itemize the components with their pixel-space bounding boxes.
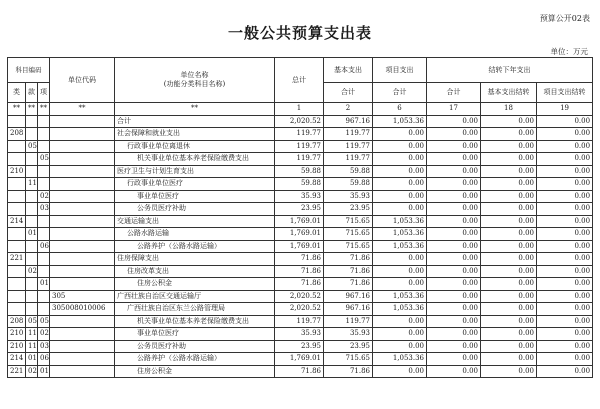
- project-cell: 0.00: [373, 315, 427, 328]
- total-cell: 35.93: [275, 190, 324, 203]
- basic-cell: 23.95: [324, 340, 373, 353]
- basic-cell: 71.86: [324, 265, 373, 278]
- table-row: [8, 203, 593, 216]
- carry-total-cell: 0.00: [427, 365, 481, 378]
- subject-lei-cell: [8, 265, 26, 278]
- unit-code-cell: [50, 153, 115, 166]
- header-row-3: [8, 103, 593, 116]
- form-code: 预算公开02表: [539, 14, 590, 23]
- total-cell: 1,769.01: [275, 240, 324, 253]
- subject-kuan-cell: [26, 303, 38, 316]
- basic-cell: 967.16: [324, 303, 373, 316]
- basic-cell: 119.77: [324, 140, 373, 153]
- subject-kuan-cell: 02: [26, 265, 38, 278]
- subject-lei-cell: 210: [8, 328, 26, 341]
- total-header: 总计: [275, 58, 324, 103]
- carry-project-cell: 0.00: [537, 115, 593, 128]
- carry-basic-cell: 0.00: [481, 140, 537, 153]
- project-cell: 1,053.36: [373, 215, 427, 228]
- total-cell: 1,769.01: [275, 215, 324, 228]
- basic-cell: 71.86: [324, 253, 373, 266]
- carry-total-cell: 0.00: [427, 265, 481, 278]
- subject-lei-cell: 210: [8, 165, 26, 178]
- subject-lei-cell: [8, 278, 26, 291]
- unit-code-cell: 305: [50, 290, 115, 303]
- project-cell: 0.00: [373, 278, 427, 291]
- subject-xiang-cell: [38, 215, 50, 228]
- project-cell: 0.00: [373, 190, 427, 203]
- carry-total-cell: 0.00: [427, 140, 481, 153]
- subject-lei-cell: [8, 303, 26, 316]
- basic-cell: 59.88: [324, 178, 373, 191]
- subject-xiang-cell: [38, 128, 50, 141]
- carry-project-cell: 0.00: [537, 365, 593, 378]
- stars-kuan: **: [26, 103, 38, 116]
- carry-project-cell: 0.00: [537, 328, 593, 341]
- subject-lei-cell: [8, 203, 26, 216]
- page-title: 一般公共预算支出表: [227, 24, 372, 42]
- unit-name-cell: 机关事业单位基本养老保险缴费支出: [115, 315, 275, 328]
- basic-cell: 35.93: [324, 190, 373, 203]
- subject-xiang-cell: 01: [38, 278, 50, 291]
- basic-cell: 715.65: [324, 215, 373, 228]
- subject-xiang-cell: 02: [38, 190, 50, 203]
- carry-header: 结转下年支出: [427, 58, 593, 83]
- subject-xiang-cell: [38, 178, 50, 191]
- carry-total-cell: 0.00: [427, 165, 481, 178]
- subject-xiang-cell: 03: [38, 340, 50, 353]
- carry-project-cell: 0.00: [537, 353, 593, 366]
- unit-name-cell: 住房保障支出: [115, 253, 275, 266]
- project-cell: 0.00: [373, 178, 427, 191]
- table-row: [8, 278, 593, 291]
- unit-code-header: 单位代码: [50, 58, 115, 103]
- carry-total-cell: 0.00: [427, 290, 481, 303]
- table-row: [8, 178, 593, 191]
- table-row: [8, 165, 593, 178]
- project-carry-header: 项目支出结转: [537, 83, 593, 103]
- subject-lei-cell: [8, 240, 26, 253]
- unit-name-cell: 住房公积金: [115, 365, 275, 378]
- carry-total-cell: 0.00: [427, 315, 481, 328]
- unit-name-cell: 公路养护（公路水路运输）: [115, 353, 275, 366]
- col-num-carry: 17: [427, 103, 481, 116]
- subject-xiang-cell: [38, 140, 50, 153]
- subject-kuan-cell: [26, 203, 38, 216]
- total-cell: 23.95: [275, 340, 324, 353]
- table-row: [8, 353, 593, 366]
- carry-basic-cell: 0.00: [481, 303, 537, 316]
- unit-name-cell: 住房改革支出: [115, 265, 275, 278]
- carry-total-cell: 0.00: [427, 278, 481, 291]
- subject-lei-cell: 208: [8, 315, 26, 328]
- stars-lei: **: [8, 103, 26, 116]
- xiang-header: 项: [38, 83, 50, 103]
- unit-name-cell: 广西壮族自治区交通运输厅: [115, 290, 275, 303]
- total-cell: 2,020.52: [275, 115, 324, 128]
- project-cell: 0.00: [373, 140, 427, 153]
- subject-lei-cell: [8, 115, 26, 128]
- budget-table: [7, 57, 593, 378]
- subject-lei-cell: 221: [8, 253, 26, 266]
- unit-name-cell: 医疗卫生与计划生育支出: [115, 165, 275, 178]
- table-row: [8, 253, 593, 266]
- subject-xiang-cell: [38, 253, 50, 266]
- total-cell: 35.93: [275, 328, 324, 341]
- subject-lei-cell: [8, 153, 26, 166]
- unit-code-cell: [50, 315, 115, 328]
- subject-kuan-cell: [26, 115, 38, 128]
- project-cell: 0.00: [373, 203, 427, 216]
- unit-code-cell: [50, 240, 115, 253]
- total-cell: 71.86: [275, 365, 324, 378]
- carry-project-cell: 0.00: [537, 165, 593, 178]
- carry-total-cell: 0.00: [427, 240, 481, 253]
- unit-code-cell: 305008010006: [50, 303, 115, 316]
- subject-kuan-cell: 11: [26, 340, 38, 353]
- carry-basic-cell: 0.00: [481, 228, 537, 241]
- carry-project-cell: 0.00: [537, 228, 593, 241]
- unit-name-cell: 机关事业单位基本养老保险缴费支出: [115, 153, 275, 166]
- unit-name-header: [115, 58, 275, 103]
- subject-kuan-cell: [26, 240, 38, 253]
- carry-project-cell: 0.00: [537, 290, 593, 303]
- carry-basic-cell: 0.00: [481, 128, 537, 141]
- subject-lei-cell: 221: [8, 365, 26, 378]
- carry-total-cell: 0.00: [427, 328, 481, 341]
- carry-project-cell: 0.00: [537, 178, 593, 191]
- carry-project-cell: 0.00: [537, 240, 593, 253]
- unit-name-cell: 广西壮族自治区东兰公路管理局: [115, 303, 275, 316]
- carry-total-cell: 0.00: [427, 303, 481, 316]
- subject-xiang-cell: 05: [38, 315, 50, 328]
- carry-project-cell: 0.00: [537, 153, 593, 166]
- table-row: [8, 240, 593, 253]
- carry-basic-cell: 0.00: [481, 353, 537, 366]
- carry-total-cell: 0.00: [427, 153, 481, 166]
- table-row: [8, 215, 593, 228]
- subject-lei-cell: [8, 290, 26, 303]
- table-row: [8, 228, 593, 241]
- basic-cell: 715.65: [324, 240, 373, 253]
- project-cell: 1,053.36: [373, 353, 427, 366]
- subject-kuan-cell: 01: [26, 228, 38, 241]
- unit-code-cell: [50, 340, 115, 353]
- stars-unit-code: **: [50, 103, 115, 116]
- subject-lei-cell: 208: [8, 128, 26, 141]
- project-cell: 1,053.36: [373, 303, 427, 316]
- carry-project-cell: 0.00: [537, 278, 593, 291]
- carry-basic-cell: 0.00: [481, 153, 537, 166]
- subject-xiang-cell: 01: [38, 365, 50, 378]
- subject-kuan-cell: 11: [26, 178, 38, 191]
- subject-lei-cell: [8, 178, 26, 191]
- unit-name-cell: 社会保障和就业支出: [115, 128, 275, 141]
- basic-header: 基本支出: [324, 58, 373, 83]
- carry-basic-cell: 0.00: [481, 203, 537, 216]
- table-row: [8, 153, 593, 166]
- total-cell: 119.77: [275, 153, 324, 166]
- unit-code-cell: [50, 215, 115, 228]
- carry-project-cell: 0.00: [537, 128, 593, 141]
- total-cell: 23.95: [275, 203, 324, 216]
- subject-xiang-cell: [38, 290, 50, 303]
- unit-name-cell: 事业单位医疗: [115, 328, 275, 341]
- table-row: [8, 115, 593, 128]
- table-row: [8, 140, 593, 153]
- unit-name-cell: 住房公积金: [115, 278, 275, 291]
- basic-cell: 119.77: [324, 315, 373, 328]
- basic-cell: 59.88: [324, 165, 373, 178]
- subject-xiang-cell: [38, 228, 50, 241]
- carry-basic-cell: 0.00: [481, 178, 537, 191]
- carry-project-cell: 0.00: [537, 190, 593, 203]
- table-row: [8, 128, 593, 141]
- basic-cell: 715.65: [324, 353, 373, 366]
- carry-total-cell: 0.00: [427, 340, 481, 353]
- carry-basic-cell: 0.00: [481, 365, 537, 378]
- unit-code-cell: [50, 365, 115, 378]
- project-cell: 1,053.36: [373, 115, 427, 128]
- unit-code-cell: [50, 253, 115, 266]
- basic-cell: 23.95: [324, 203, 373, 216]
- subject-xiang-cell: 06: [38, 353, 50, 366]
- unit-code-cell: [50, 353, 115, 366]
- unit-name-cell: 事业单位医疗: [115, 190, 275, 203]
- unit-label: 单位：万元: [550, 47, 588, 56]
- carry-basic-cell: 0.00: [481, 278, 537, 291]
- stars-xiang: **: [38, 103, 50, 116]
- unit-name-cell: 交通运输支出: [115, 215, 275, 228]
- total-cell: 1,769.01: [275, 228, 324, 241]
- basic-cell: 119.77: [324, 128, 373, 141]
- header-row-1: [8, 58, 593, 83]
- carry-basic-cell: 0.00: [481, 240, 537, 253]
- total-cell: 2,020.52: [275, 290, 324, 303]
- subject-lei-cell: 214: [8, 353, 26, 366]
- table-row: [8, 315, 593, 328]
- basic-cell: 715.65: [324, 228, 373, 241]
- total-cell: 71.86: [275, 265, 324, 278]
- carry-total-cell: 0.00: [427, 115, 481, 128]
- unit-code-cell: [50, 140, 115, 153]
- project-cell: 1,053.36: [373, 240, 427, 253]
- carry-total-cell: 0.00: [427, 190, 481, 203]
- carry-basic-cell: 0.00: [481, 190, 537, 203]
- unit-code-cell: [50, 190, 115, 203]
- carry-project-cell: 0.00: [537, 215, 593, 228]
- project-header: 项目支出: [373, 58, 427, 83]
- carry-basic-cell: 0.00: [481, 328, 537, 341]
- basic-cell: 967.16: [324, 115, 373, 128]
- unit-name-cell: 合计: [115, 115, 275, 128]
- carry-basic-cell: 0.00: [481, 115, 537, 128]
- unit-name-title: 单位名称: [180, 71, 209, 79]
- kuan-header: 款: [26, 83, 38, 103]
- table-row: [8, 303, 593, 316]
- subject-kuan-cell: [26, 153, 38, 166]
- total-cell: 1,769.01: [275, 353, 324, 366]
- project-cell: 0.00: [373, 128, 427, 141]
- project-cell: 0.00: [373, 265, 427, 278]
- project-cell: 1,053.36: [373, 228, 427, 241]
- carry-total-cell: 0.00: [427, 128, 481, 141]
- carry-total-cell: 0.00: [427, 353, 481, 366]
- subject-lei-cell: 210: [8, 340, 26, 353]
- project-cell: 0.00: [373, 153, 427, 166]
- subject-xiang-cell: [38, 265, 50, 278]
- subject-lei-cell: [8, 140, 26, 153]
- project-cell: 0.00: [373, 328, 427, 341]
- subject-kuan-cell: [26, 165, 38, 178]
- table-row: [8, 190, 593, 203]
- carry-project-cell: 0.00: [537, 340, 593, 353]
- carry-basic-cell: 0.00: [481, 253, 537, 266]
- carry-subtotal-header: 合计: [427, 83, 481, 103]
- unit-code-cell: [50, 128, 115, 141]
- total-cell: 119.77: [275, 315, 324, 328]
- carry-basic-cell: 0.00: [481, 265, 537, 278]
- unit-code-cell: [50, 115, 115, 128]
- subject-lei-cell: 214: [8, 215, 26, 228]
- col-num-project: 6: [373, 103, 427, 116]
- carry-total-cell: 0.00: [427, 253, 481, 266]
- unit-code-cell: [50, 228, 115, 241]
- basic-cell: 119.77: [324, 153, 373, 166]
- carry-project-cell: 0.00: [537, 315, 593, 328]
- basic-subtotal-header: 合计: [324, 83, 373, 103]
- carry-basic-cell: 0.00: [481, 315, 537, 328]
- carry-basic-cell: 0.00: [481, 215, 537, 228]
- total-cell: 59.88: [275, 178, 324, 191]
- subject-xiang-cell: [38, 303, 50, 316]
- basic-cell: 71.86: [324, 365, 373, 378]
- subject-kuan-cell: 02: [26, 365, 38, 378]
- unit-code-cell: [50, 278, 115, 291]
- total-cell: 119.77: [275, 140, 324, 153]
- unit-name-cell: 行政事业单位医疗: [115, 178, 275, 191]
- unit-name-subtitle: (功能分类科目名称): [163, 80, 226, 88]
- total-cell: 2,020.52: [275, 303, 324, 316]
- carry-basic-cell: 0.00: [481, 340, 537, 353]
- carry-project-cell: 0.00: [537, 140, 593, 153]
- project-subtotal-header: 合计: [373, 83, 427, 103]
- unit-name-cell: 公路养护（公路水路运输）: [115, 240, 275, 253]
- col-num-total: 1: [275, 103, 324, 116]
- unit-code-cell: [50, 178, 115, 191]
- subject-xiang-cell: 05: [38, 153, 50, 166]
- carry-project-cell: 0.00: [537, 265, 593, 278]
- table-row: [8, 340, 593, 353]
- subject-xiang-cell: 06: [38, 240, 50, 253]
- unit-name-cell: 公务员医疗补助: [115, 203, 275, 216]
- lei-header: 类: [8, 83, 26, 103]
- table-row: [8, 265, 593, 278]
- unit-name-cell: 公路水路运输: [115, 228, 275, 241]
- carry-basic-cell: 0.00: [481, 290, 537, 303]
- total-cell: 71.86: [275, 253, 324, 266]
- unit-code-cell: [50, 165, 115, 178]
- basic-cell: 71.86: [324, 278, 373, 291]
- carry-project-cell: 0.00: [537, 253, 593, 266]
- subject-xiang-cell: 02: [38, 328, 50, 341]
- subject-xiang-cell: [38, 165, 50, 178]
- subject-kuan-cell: [26, 290, 38, 303]
- unit-code-cell: [50, 265, 115, 278]
- basic-carry-header: 基本支出结转: [481, 83, 537, 103]
- col-num-project-carry: 19: [537, 103, 593, 116]
- carry-total-cell: 0.00: [427, 228, 481, 241]
- total-cell: 119.77: [275, 128, 324, 141]
- carry-project-cell: 0.00: [537, 203, 593, 216]
- subject-kuan-cell: [26, 215, 38, 228]
- table-row: [8, 365, 593, 378]
- project-cell: 1,053.36: [373, 290, 427, 303]
- col-num-basic: 2: [324, 103, 373, 116]
- basic-cell: 35.93: [324, 328, 373, 341]
- subject-lei-cell: [8, 190, 26, 203]
- project-cell: 0.00: [373, 340, 427, 353]
- subject-kuan-cell: [26, 190, 38, 203]
- carry-project-cell: 0.00: [537, 303, 593, 316]
- subject-kuan-cell: [26, 253, 38, 266]
- carry-total-cell: 0.00: [427, 215, 481, 228]
- subject-kuan-cell: 11: [26, 328, 38, 341]
- carry-total-cell: 0.00: [427, 203, 481, 216]
- subject-kuan-cell: 05: [26, 140, 38, 153]
- subject-kuan-cell: [26, 278, 38, 291]
- carry-total-cell: 0.00: [427, 178, 481, 191]
- total-cell: 71.86: [275, 278, 324, 291]
- unit-name-cell: 行政事业单位离退休: [115, 140, 275, 153]
- project-cell: 0.00: [373, 365, 427, 378]
- unit-name-cell: 公务员医疗补助: [115, 340, 275, 353]
- carry-basic-cell: 0.00: [481, 165, 537, 178]
- project-cell: 0.00: [373, 253, 427, 266]
- subject-kuan-cell: [26, 128, 38, 141]
- subject-xiang-cell: [38, 115, 50, 128]
- unit-code-cell: [50, 328, 115, 341]
- unit-code-cell: [50, 203, 115, 216]
- subject-xiang-cell: 03: [38, 203, 50, 216]
- stars-unit-name: **: [115, 103, 275, 116]
- table-row: [8, 328, 593, 341]
- table-row: [8, 290, 593, 303]
- subject-code-header: 科目编码: [8, 58, 50, 83]
- col-num-basic-carry: 18: [481, 103, 537, 116]
- subject-kuan-cell: 01: [26, 353, 38, 366]
- project-cell: 0.00: [373, 165, 427, 178]
- basic-cell: 967.16: [324, 290, 373, 303]
- total-cell: 59.88: [275, 165, 324, 178]
- subject-lei-cell: [8, 228, 26, 241]
- subject-kuan-cell: 05: [26, 315, 38, 328]
